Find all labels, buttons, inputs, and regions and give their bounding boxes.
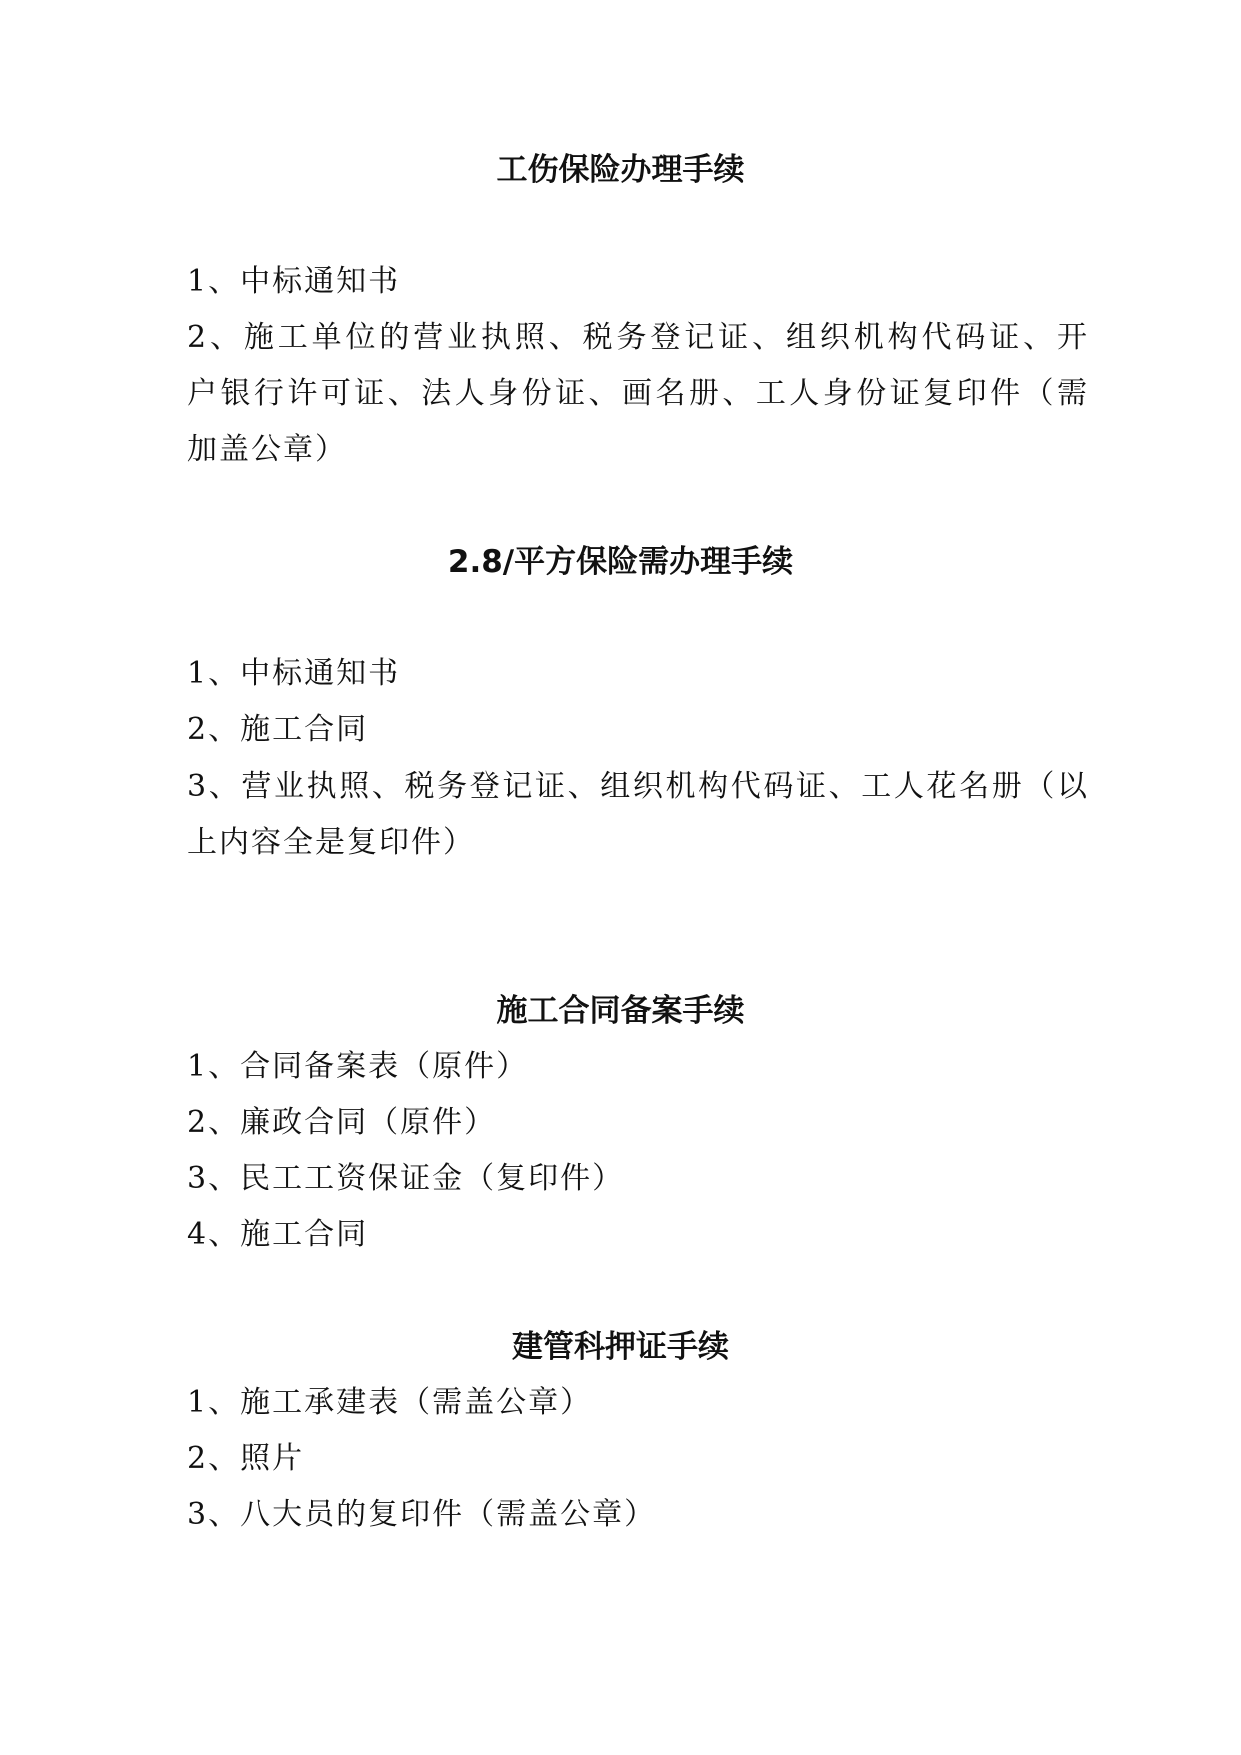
section-3-item-2: 2、廉政合同（原件） <box>187 1105 497 1140</box>
section-2-item-2: 2、施工合同 <box>187 712 369 747</box>
section-3-item-1: 1、合同备案表（原件） <box>187 1049 529 1084</box>
section-heading-contract-filing: 施工合同备案手续 <box>496 993 745 1029</box>
section-2-item-3-line-2: 上内容全是复印件） <box>187 825 475 860</box>
section-heading-construction-deposit: 建管科押证手续 <box>512 1329 729 1365</box>
section-3-item-4: 4、施工合同 <box>187 1217 369 1252</box>
section-3-item-3: 3、民工工资保证金（复印件） <box>187 1161 625 1196</box>
section-4-item-2: 2、照片 <box>187 1441 305 1476</box>
section-heading-work-injury-insurance: 工伤保险办理手续 <box>496 152 745 188</box>
section-4-item-3: 3、八大员的复印件（需盖公章） <box>187 1497 657 1532</box>
section-1-item-2-line-2: 户银行许可证、法人身份证、画名册、工人身份证复印件（需 <box>187 376 1087 411</box>
section-2-item-3-line-1: 3、营业执照、税务登记证、组织机构代码证、工人花名册（以 <box>187 769 1087 804</box>
section-2-item-1: 1、中标通知书 <box>187 656 401 691</box>
section-1-item-1: 1、中标通知书 <box>187 264 401 299</box>
section-heading-area-insurance: 2.8/平方保险需办理手续 <box>447 544 794 580</box>
section-1-item-2-line-1: 2、施工单位的营业执照、税务登记证、组织机构代码证、开 <box>187 320 1087 355</box>
section-1-item-2-line-3: 加盖公章） <box>187 432 347 467</box>
section-4-item-1: 1、施工承建表（需盖公章） <box>187 1385 593 1420</box>
